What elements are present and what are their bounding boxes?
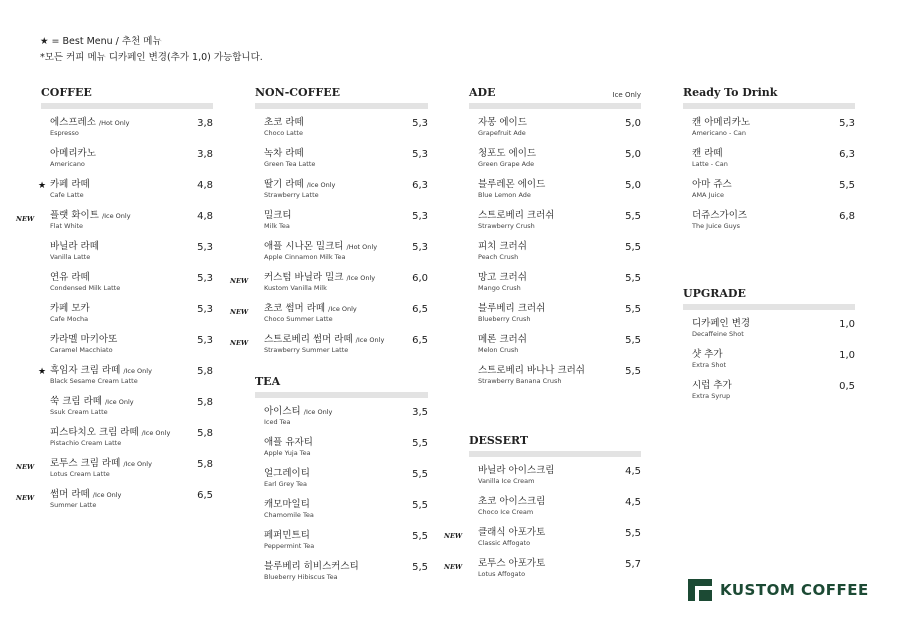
item-name-korean-text: 로투스 아포가토 [478, 558, 546, 569]
item-name-korean-text: 자몽 에이드 [478, 117, 527, 128]
item-name-english: Strawberry Summer Latte [264, 346, 349, 354]
menu-column-4 [683, 86, 855, 411]
item-price: 5,7 [625, 559, 641, 570]
item-name-english: Summer Latte [50, 501, 97, 509]
item-name-korean [50, 365, 213, 377]
menu-item [255, 406, 428, 437]
menu-item-list [444, 457, 641, 589]
item-price: 5,3 [412, 149, 428, 160]
item-price: 6,0 [412, 273, 428, 284]
menu-section [683, 287, 855, 411]
brand-logo [688, 579, 869, 601]
section-header [41, 86, 213, 109]
item-price: 5,3 [197, 304, 213, 315]
item-name-korean [478, 303, 641, 315]
item-price: 4,5 [625, 497, 641, 508]
menu-item-list [683, 109, 855, 241]
item-name-korean [50, 179, 213, 191]
item-name-korean [692, 148, 855, 160]
item-price: 5,3 [412, 211, 428, 222]
item-name-english: Extra Syrup [692, 392, 731, 400]
item-name-korean-text: 초코 썸머 라떼 [264, 303, 326, 314]
item-name-english: Strawberry Crush [478, 222, 535, 230]
item-name-korean [478, 527, 641, 539]
item-name-korean [50, 334, 213, 346]
item-name-english: Cafe Mocha [50, 315, 89, 323]
item-name-korean-text: 디카페인 변경 [692, 318, 751, 329]
menu-item [41, 396, 213, 427]
menu-item [683, 179, 855, 210]
item-name-korean [692, 380, 855, 392]
menu-item [38, 365, 213, 396]
menu-item [230, 303, 428, 334]
menu-item [41, 272, 213, 303]
item-name-korean-text: 에스프레소 [50, 117, 96, 128]
item-name-korean [50, 210, 213, 222]
item-name-english: Iced Tea [264, 418, 291, 426]
menu-item [469, 117, 641, 148]
menu-item [683, 148, 855, 179]
section-title: COFFEE [41, 86, 92, 99]
item-option: /Ice Only [92, 491, 122, 499]
menu-item [230, 334, 428, 365]
item-name-english: Extra Shot [692, 361, 726, 369]
item-price: 6,5 [412, 335, 428, 346]
item-name-korean-text: 로투스 크림 라떼 [50, 458, 121, 469]
item-name-english: Caramel Macchiato [50, 346, 113, 354]
item-name-korean-text: 더쥬스가이즈 [692, 210, 748, 221]
item-price: 5,5 [625, 211, 641, 222]
item-name-english: Cafe Latte [50, 191, 84, 199]
item-price: 6,5 [197, 490, 213, 501]
item-name-english: Condensed Milk Latte [50, 284, 121, 292]
item-name-english: Espresso [50, 129, 79, 137]
menu-item [255, 241, 428, 272]
item-price: 3,5 [412, 407, 428, 418]
item-name-korean [478, 117, 641, 129]
menu-column-3 [444, 86, 641, 589]
item-price: 5,5 [625, 528, 641, 539]
item-name-korean [692, 349, 855, 361]
item-name-korean-text: 캔 아메리카노 [692, 117, 751, 128]
item-name-korean-text: 페퍼민트티 [264, 530, 310, 541]
item-name-english: Americano [50, 160, 85, 168]
item-name-korean [50, 148, 213, 160]
item-name-korean [50, 458, 213, 470]
item-name-korean-text: 캔 라떼 [692, 148, 723, 159]
item-name-english: Grapefruit Ade [478, 129, 526, 137]
item-name-korean [264, 179, 428, 191]
item-name-english: Classic Affogato [478, 539, 531, 547]
item-name-korean [478, 334, 641, 346]
menu-item [255, 179, 428, 210]
item-name-korean [264, 561, 428, 573]
menu-item [255, 148, 428, 179]
menu-column-2 [230, 86, 428, 592]
new-badge: NEW [444, 532, 463, 540]
menu-item [41, 303, 213, 334]
item-name-english: Earl Grey Tea [264, 480, 307, 488]
item-option: /Ice Only [306, 181, 336, 189]
item-name-korean-text: 바닐라 아이스크림 [478, 465, 555, 476]
item-name-english: Vanilla Ice Cream [478, 477, 535, 485]
menu-item [469, 334, 641, 365]
item-price: 5,5 [412, 500, 428, 511]
item-name-english: Blueberry Crush [478, 315, 531, 323]
item-name-korean [50, 117, 213, 129]
section-title: DESSERT [469, 434, 529, 447]
item-name-korean-text: 흑임자 크림 라떼 [50, 365, 121, 376]
menu-item [255, 561, 428, 592]
item-name-korean [264, 210, 428, 222]
menu-item [255, 468, 428, 499]
menu-item [469, 210, 641, 241]
item-name-english: Kustom Vanilla Milk [264, 284, 327, 292]
menu-item [255, 117, 428, 148]
item-price: 5,8 [197, 366, 213, 377]
item-name-korean-text: 밀크티 [264, 210, 292, 221]
new-badge: NEW [230, 339, 249, 347]
item-name-korean-text: 시럽 추가 [692, 380, 732, 391]
item-price: 5,0 [625, 118, 641, 129]
item-name-english: Decaffeine Shot [692, 330, 744, 338]
item-name-english: Mango Crush [478, 284, 521, 292]
item-price: 5,0 [625, 149, 641, 160]
item-price: 5,5 [625, 304, 641, 315]
section-header [469, 86, 641, 109]
item-name-korean-text: 스트로베리 크러쉬 [478, 210, 555, 221]
item-name-english: Peach Crush [478, 253, 519, 261]
item-name-korean-text: 초코 아이스크림 [478, 496, 546, 507]
item-price: 5,5 [625, 242, 641, 253]
item-name-korean-text: 딸기 라떼 [264, 179, 304, 190]
item-name-korean [264, 334, 428, 346]
item-option: /Ice Only [346, 274, 376, 282]
menu-item [683, 349, 855, 380]
item-option: /Ice Only [101, 212, 131, 220]
item-name-english: Flat White [50, 222, 84, 230]
best-menu-legend: ★ = Best Menu / 추천 메뉴 [40, 36, 162, 47]
item-name-korean [50, 272, 213, 284]
item-option: /Ice Only [104, 398, 134, 406]
item-price: 5,5 [625, 366, 641, 377]
item-name-korean [264, 303, 428, 315]
item-name-korean-text: 아마 쥬스 [692, 179, 732, 190]
section-header [255, 86, 428, 109]
new-badge: NEW [16, 463, 35, 471]
item-name-korean [692, 318, 855, 330]
menu-item [469, 179, 641, 210]
item-name-korean [478, 210, 641, 222]
new-badge: NEW [16, 494, 35, 502]
menu-section [469, 86, 641, 396]
item-price: 5,0 [625, 180, 641, 191]
item-option: /Ice Only [355, 336, 385, 344]
item-name-korean [264, 468, 428, 480]
item-name-english: Latte - Can [692, 160, 728, 168]
menu-item-list [16, 109, 213, 520]
item-price: 3,8 [197, 118, 213, 129]
item-name-korean [264, 406, 428, 418]
menu-section [230, 86, 428, 365]
menu-item-list [683, 310, 855, 411]
kustom-logo-icon [688, 579, 712, 601]
menu-section [444, 434, 641, 589]
item-name-english: Strawberry Latte [264, 191, 319, 199]
item-name-korean-text: 녹차 라떼 [264, 148, 304, 159]
item-price: 6,3 [839, 149, 855, 160]
menu-legend [40, 34, 263, 66]
item-name-korean-text: 카페 라떼 [50, 179, 90, 190]
item-price: 5,8 [197, 397, 213, 408]
item-name-korean [692, 210, 855, 222]
menu-item [16, 489, 213, 520]
best-star-icon: ★ [38, 367, 47, 377]
menu-item [469, 303, 641, 334]
item-name-english: Lotus Affogato [478, 570, 526, 578]
new-badge: NEW [230, 308, 249, 316]
item-name-korean [692, 179, 855, 191]
menu-section [16, 86, 213, 520]
item-name-korean-text: 블루레몬 에이드 [478, 179, 546, 190]
item-name-english: The Juice Guys [692, 222, 741, 230]
item-name-korean-text: 얼그레이티 [264, 468, 310, 479]
item-price: 4,5 [625, 466, 641, 477]
brand-name: KUSTOM COFFEE [720, 581, 869, 599]
item-name-english: AMA Juice [692, 191, 724, 199]
section-title: UPGRADE [683, 287, 746, 300]
new-badge: NEW [444, 563, 463, 571]
item-name-korean-text: 샷 추가 [692, 349, 723, 360]
item-name-english: Pistachio Cream Latte [50, 439, 122, 447]
menu-section [683, 86, 855, 241]
item-option: /Ice Only [123, 460, 152, 468]
item-name-english: Milk Tea [264, 222, 290, 230]
item-name-korean-text: 피스타치오 크림 라떼 [50, 427, 139, 438]
item-option: /Ice Only [141, 429, 171, 437]
item-name-korean [478, 272, 641, 284]
item-name-korean [50, 303, 213, 315]
item-name-korean-text: 스트로베리 썸머 라떼 [264, 334, 353, 345]
item-name-korean-text: 피치 크러쉬 [478, 241, 527, 252]
menu-item-list [255, 398, 428, 592]
item-name-korean [264, 241, 428, 253]
item-price: 5,3 [412, 118, 428, 129]
item-price: 5,3 [197, 335, 213, 346]
item-name-english: Apple Cinnamon Milk Tea [264, 253, 346, 261]
section-title: TEA [255, 375, 281, 388]
item-name-english: Strawberry Banana Crush [478, 377, 562, 385]
menu-item [230, 272, 428, 303]
menu-item [683, 318, 855, 349]
item-name-korean [478, 465, 641, 477]
item-price: 5,3 [197, 242, 213, 253]
item-name-korean [478, 496, 641, 508]
item-name-korean-text: 아이스티 [264, 406, 301, 417]
menu-item [16, 210, 213, 241]
item-price: 1,0 [839, 350, 855, 361]
item-name-korean-text: 블루베리 크러쉬 [478, 303, 546, 314]
menu-item [41, 117, 213, 148]
menu-item [683, 380, 855, 411]
best-star-icon: ★ [38, 181, 47, 191]
menu-section [255, 375, 428, 592]
menu-item [469, 465, 641, 496]
item-price: 5,5 [412, 438, 428, 449]
decaf-note: *모든 커피 메뉴 디카페인 변경(추가 1,0) 가능합니다. [40, 52, 263, 63]
item-name-english: Vanilla Latte [50, 253, 91, 261]
item-name-korean-text: 썸머 라떼 [50, 489, 90, 500]
menu-item [41, 148, 213, 179]
item-name-korean-text: 카라멜 마키아또 [50, 334, 118, 345]
menu-column-1 [16, 86, 213, 520]
item-name-english: Choco Latte [264, 129, 303, 137]
menu-item [16, 458, 213, 489]
item-price: 5,8 [197, 428, 213, 439]
item-name-korean [478, 365, 641, 377]
item-price: 5,5 [625, 273, 641, 284]
menu-item [683, 210, 855, 241]
menu-item [444, 527, 641, 558]
item-name-korean-text: 커스텀 바닐라 밀크 [264, 272, 344, 283]
item-name-korean-text: 클래식 아포가토 [478, 527, 546, 538]
section-header [255, 375, 428, 398]
item-price: 5,3 [839, 118, 855, 129]
item-price: 5,5 [412, 531, 428, 542]
item-name-korean [264, 272, 428, 284]
section-title: Ready To Drink [683, 86, 778, 99]
item-name-korean [264, 530, 428, 542]
item-price: 5,3 [412, 242, 428, 253]
item-name-korean-text: 아메리카노 [50, 148, 96, 159]
item-name-korean [692, 117, 855, 129]
item-name-english: Lotus Cream Latte [50, 470, 110, 478]
new-badge: NEW [16, 215, 35, 223]
menu-item [41, 334, 213, 365]
item-name-korean-text: 쑥 크림 라떼 [50, 396, 102, 407]
item-name-korean-text: 메론 크러쉬 [478, 334, 527, 345]
menu-item [255, 499, 428, 530]
menu-item [255, 530, 428, 561]
menu-item [469, 496, 641, 527]
menu-item-list [230, 109, 428, 365]
item-name-korean [264, 148, 428, 160]
item-name-korean-text: 망고 크러쉬 [478, 272, 527, 283]
item-option: /Ice Only [303, 408, 333, 416]
item-price: 5,8 [197, 459, 213, 470]
item-option: /Hot Only [346, 243, 378, 251]
item-price: 4,8 [197, 180, 213, 191]
item-name-english: Chamomile Tea [264, 511, 314, 519]
item-name-korean [264, 117, 428, 129]
item-price: 0,5 [839, 381, 855, 392]
section-header [469, 434, 641, 457]
item-name-korean-text: 청포도 에이드 [478, 148, 537, 159]
item-name-korean [264, 437, 428, 449]
item-name-korean-text: 애플 유자티 [264, 437, 313, 448]
menu-item [41, 241, 213, 272]
item-name-korean-text: 플랫 화이트 [50, 210, 99, 221]
menu-item [469, 148, 641, 179]
item-name-korean-text: 카페 모카 [50, 303, 90, 314]
item-option: /Hot Only [98, 119, 130, 127]
item-name-english: Ssuk Cream Latte [50, 408, 108, 416]
item-price: 6,3 [412, 180, 428, 191]
section-title: ADE [469, 86, 496, 99]
item-option: /Ice Only [328, 305, 357, 313]
item-price: 5,5 [412, 562, 428, 573]
item-price: 6,5 [412, 304, 428, 315]
item-name-korean [50, 427, 213, 439]
item-price: 1,0 [839, 319, 855, 330]
item-name-english: Apple Yuja Tea [264, 449, 311, 457]
menu-item [469, 272, 641, 303]
section-header [683, 287, 855, 310]
item-option: /Ice Only [123, 367, 152, 375]
section-note: Ice Only [612, 91, 641, 99]
item-name-english: Blue Lemon Ade [478, 191, 531, 199]
menu-item-list [469, 109, 641, 396]
item-name-english: Peppermint Tea [264, 542, 315, 550]
item-price: 5,5 [412, 469, 428, 480]
menu-item [469, 241, 641, 272]
item-name-english: Blueberry Hibiscus Tea [264, 573, 338, 581]
menu-item [255, 437, 428, 468]
menu-item [41, 427, 213, 458]
item-price: 4,8 [197, 211, 213, 222]
item-name-english: Americano - Can [692, 129, 747, 137]
item-name-english: Melon Crush [478, 346, 519, 354]
item-price: 3,8 [197, 149, 213, 160]
item-price: 5,3 [197, 273, 213, 284]
item-name-korean [50, 489, 213, 501]
item-price: 6,8 [839, 211, 855, 222]
section-header [683, 86, 855, 109]
item-name-english: Green Tea Latte [264, 160, 316, 168]
item-name-korean-text: 애플 시나몬 밀크티 [264, 241, 344, 252]
item-name-korean-text: 캐모마일티 [264, 499, 310, 510]
item-name-korean-text: 블루베리 히비스커스티 [264, 561, 359, 572]
item-name-korean-text: 연유 라떼 [50, 272, 90, 283]
menu-item [444, 558, 641, 589]
item-name-korean [478, 241, 641, 253]
item-name-korean [478, 558, 641, 570]
item-name-korean [50, 241, 213, 253]
item-name-english: Choco Ice Cream [478, 508, 534, 516]
menu-item [255, 210, 428, 241]
item-price: 5,5 [839, 180, 855, 191]
item-name-english: Choco Summer Latte [264, 315, 333, 323]
section-title: NON-COFFEE [255, 86, 340, 99]
item-name-korean-text: 초코 라떼 [264, 117, 304, 128]
new-badge: NEW [230, 277, 249, 285]
item-name-korean [264, 499, 428, 511]
item-name-english: Green Grape Ade [478, 160, 535, 168]
menu-item [683, 117, 855, 148]
item-name-english: Black Sesame Cream Latte [50, 377, 138, 385]
item-name-korean [50, 396, 213, 408]
menu-item [38, 179, 213, 210]
item-name-korean-text: 바닐라 라떼 [50, 241, 99, 252]
item-price: 5,5 [625, 335, 641, 346]
item-name-korean [478, 148, 641, 160]
item-name-korean [478, 179, 641, 191]
menu-item [469, 365, 641, 396]
item-name-korean-text: 스트로베리 바나나 크러쉬 [478, 365, 585, 376]
